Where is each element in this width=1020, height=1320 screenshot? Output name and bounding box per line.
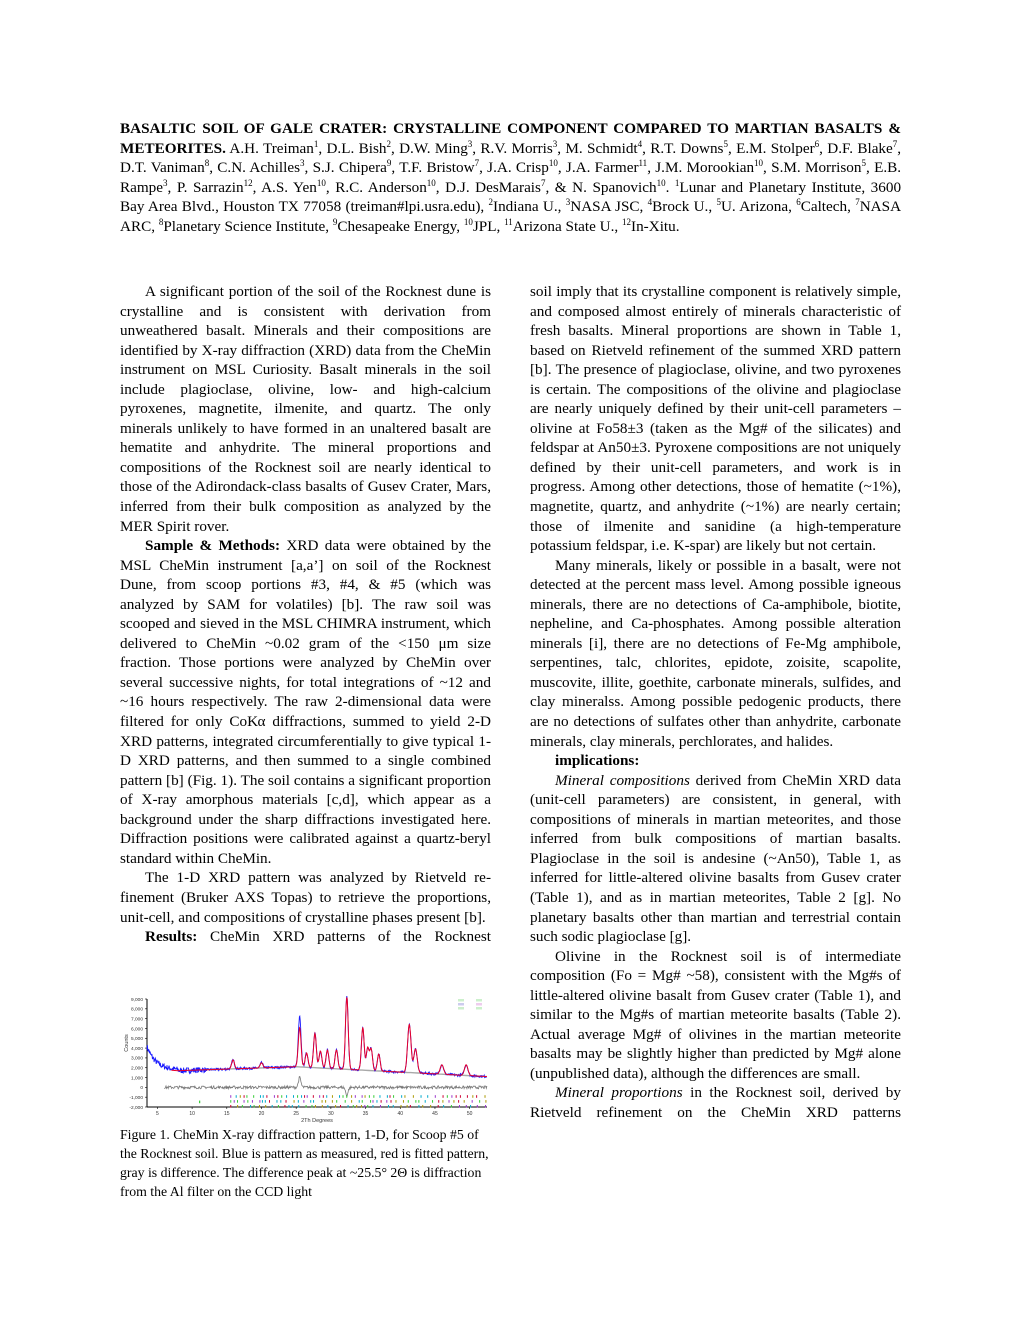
author: E.B. Rampe$^3$ xyxy=(120,159,902,196)
x-tick-label: 50 xyxy=(466,1111,473,1117)
x-tick-label: 10 xyxy=(189,1111,195,1117)
not-detected-paragraph: Many minerals, likely or possible in a basalt, were not detected at the percent mass level. Among possible igneous minerals, there are no detections of Ca-amphibole, biotite, nepheline, and Ca-phosphates. Among possible alteration minerals [i], there are no detections of Fe-Mg amphibole, serpentines, talc, chlorites, epidote, zoisite, scapolite, muscovite, illite, goethite, carbonate minerals, sulfides, and clay mineralss. Among possible pedogenic products, there are no detections of sulfates other than anhydrite, carbonate minerals, clay minerals, perchlorates, and halides. xyxy=(530,556,901,750)
x-tick-label: 5 xyxy=(156,1111,159,1117)
affiliation: $^{10}$JPL, xyxy=(463,216,501,235)
x-tick-label: 15 xyxy=(224,1111,230,1117)
author: D.W. Ming$^3$ xyxy=(399,138,473,157)
x-tick-label: 45 xyxy=(432,1111,438,1117)
methods-paragraph: Sample & Methods: XRD data were obtained by the MSL CheMin instrument [a,a’] on soil of the Rocknest Dune, from scoop portions #3, #4, & #5 (which was analyzed by SAM for volatiles) [b]. The raw soil was scooped and sieved in the MSL CHIMRA instrument, which delivered to CheMin ~0.02 gram of the <150 μm size fraction. Those portions were analyzed by CheMin over several successive nights, for total integrations of ~12 and ~16 hours respectively. The raw 2-dimensional data were filtered for only CoΚα diffractions, summed to yield 2-D XRD patterns, integrated circumferentially to give typical 1-D XRD patterns, and then summed to a single combined pattern [b] (Fig. 1). The soil contains a significant proportion of X-ray amorphous materials [c,d], which appear as a background under the sharp diffractions investigated here. Diffraction positions were calibrated against a quartz-beryl standard within CheMin. xyxy=(120,537,491,867)
x-tick-label: 35 xyxy=(362,1111,369,1117)
affiliation: $^3$NASA JSC, xyxy=(565,197,644,216)
affiliation: $^8$Planetary Science Institute, xyxy=(158,216,330,235)
mineral-compositions-paragraph: Mineral compositions derived from CheMin XRD data (unit-cell parameters) are consistent, in general, with compositions of minerals in martian meteorites, and those inferred from bulk compositions of martian basalts. Plagioclase in the soil is andesine (~An50), Table 1, as inferred for little-altered olivine basalts from Gusev crater (Table 1), and as in martian meteorites, Table 2 [g]. No planetary basalts other than martian and terrestrial contain such sodic plagioclase [g]. xyxy=(530,771,901,946)
y-axis-label: Counts xyxy=(124,1034,130,1052)
intro-paragraph: A significant portion of the soil of the Rocknest dune is crystalline and is consistent with derivation from unweathered basalt. Minerals and their compositions are identified by X-ray diffraction (XRD) data from the CheMin instrument on MSL Curiosity. Basalt minerals in the soil include plagioclase, olivine, low- and high-calcium pyroxenes, magnetite, ilmenite, and quartz. The only minerals unlikely to have formed in an unaltered basalt are hematite and anhydrite. The mineral proportions and compositions of the Rocknest soil are nearly identical to those of the Adirondack-class basalts of Gusev Crater, Mars, inferred from their bulk composition as analyzed by the MER Spirit rover. xyxy=(120,283,491,535)
affiliation: $^4$Brock U., xyxy=(647,197,713,216)
author: J.M. Morookian$^{10}$ xyxy=(655,158,764,177)
author: D.J. DesMarais$^7$ xyxy=(445,177,546,196)
affiliation: $^6$Caltech, xyxy=(796,197,851,216)
y-tick-label: 9,000 xyxy=(130,997,143,1003)
x-axis-label: 2Th Degrees xyxy=(301,1118,333,1123)
y-tick-label: 0 xyxy=(140,1086,143,1092)
author: T.F. Bristow$^7$ xyxy=(399,158,480,177)
y-tick-label: 6,000 xyxy=(130,1027,143,1033)
phase-tick-marks xyxy=(199,1095,486,1107)
affiliation: $^5$U. Arizona, xyxy=(716,197,792,216)
affiliation: $^{11}$Arizona State U., xyxy=(504,216,619,235)
y-tick-label: -2,000 xyxy=(129,1105,143,1111)
author: E.M. Stolper$^6$ xyxy=(736,138,820,157)
affiliation: $^9$Chesapeake Energy, xyxy=(332,216,461,235)
author: J.A. Crisp$^{10}$ xyxy=(487,158,558,177)
results-paragraph: Results: CheMin XRD patterns of the Rocknest xyxy=(145,928,491,946)
left-column xyxy=(120,282,491,947)
author: A.H. Treiman$^1$ xyxy=(229,138,319,157)
author: C.N. Achilles$^3$ xyxy=(217,158,305,177)
results-heading: Results: xyxy=(145,928,198,946)
author: D.F. Blake$^7$ xyxy=(827,138,898,157)
right-column xyxy=(530,282,901,1123)
affiliation: $^1$Lunar and Planetary Institute, 3600 Bay Area Blvd., Houston TX 77058 (treiman#lpi.usra.edu), xyxy=(120,177,902,216)
paper-title: BASALTIC SOIL OF GALE CRATER: CRYSTALLINE COMPONENT COMPARED TO MARTIAN BASALTS & METEORITES. xyxy=(120,120,901,157)
author: R.V. Morris$^3$ xyxy=(480,138,558,157)
measured-pattern-line xyxy=(147,996,487,1077)
author-list: A.H. Treiman$^1$, D.L. Bish$^2$, D.W. Ming$^3$, R.V. Morris$^3$, M. Schmidt$^4$, R.T. Downs$^5$, E.M. Stolper$^6$, D.F. Blake$^7$, D.T. Vaniman$^8$, C.N. Achilles$^3$, S.J. Chipera$^9$, T.F. Bristow$^7$, J.A. Crisp$^{10}$, J.A. Farmer$^{11}$, J.M. Morookian$^{10}$, S.M. Morrison$^5$, E.B. Rampe$^3$, P. Sarrazin$^{12}$, A.S. Yen$^{10}$, R.C. Anderson$^{10}$, D.J. DesMarais$^7$, & N. Spanovich$^{10}$. xyxy=(120,138,902,196)
paper-header xyxy=(120,119,901,237)
x-tick-label: 25 xyxy=(293,1111,299,1117)
author: A.S. Yen$^{10}$ xyxy=(261,177,326,196)
author: R.C. Anderson$^{10}$ xyxy=(335,177,436,196)
xrd-pattern-plot xyxy=(118,993,492,1123)
y-tick-label: 4,000 xyxy=(130,1046,143,1052)
author: P. Sarrazin$^{12}$ xyxy=(176,177,253,196)
author: S.J. Chipera$^9$ xyxy=(312,158,392,177)
x-tick-label: 40 xyxy=(397,1111,404,1117)
chart-legend xyxy=(458,999,482,1010)
y-tick-label: 8,000 xyxy=(130,1007,143,1013)
affiliation: $^2$Indiana U., xyxy=(488,197,562,216)
implications-heading-line xyxy=(530,751,901,771)
author: J.A. Farmer$^{11}$ xyxy=(565,158,648,177)
author: N. Spanovich$^{10}$ xyxy=(572,177,666,196)
y-tick-label: 1,000 xyxy=(130,1076,143,1082)
olivine-paragraph: Olivine in the Rocknest soil is of intermediate composition (Fo = Mg# ~58), consistent with the Mg#s of little-altered olivine basalt from Gusev crater (Table 1), and similar to the Mg#s of martian meteorite basalts (Table 2). Actual average Mg# of olivines in the martian meteorite basalts may be slightly higher than predicted by Mg# alone (unpublished data), although the differences are small. xyxy=(530,947,901,1082)
results-continued: soil imply that its crystalline component is relatively simple, and composed almost entirely of minerals characteristic of fresh basalts. Mineral proportions are shown in Table 1, based on Rietveld refinement of the summed XRD pattern [b]. The presence of plagioclase, olivine, and two pyroxenes is certain. The compositions of the olivine and plagioclase are nearly uniquely defined by their unit-cell parameters – olivine at Fo58±3 (taken as the Mg# of the silicates) and feldspar at An50±3. Pyroxene compositions are not uniquely defined by their unit-cell parameters, and work is in progress. Among other detections, those of hematite (~1%), magnetite, quartz, and anhydrite (~1%) are nearly certain; those of ilmenite and sanidine (a high-temperature potassium feldspar, i.e. K-spar) are likely but not certain. xyxy=(530,283,901,555)
y-tick-label: 7,000 xyxy=(130,1017,143,1023)
y-tick-label: -1,000 xyxy=(129,1095,143,1101)
mineral-proportions-paragraph: Mineral proportions in the Rocknest soil, derived by Rietveld refinement on the CheMin XRD patterns xyxy=(530,1084,901,1121)
fitted-pattern-line xyxy=(171,997,487,1076)
y-tick-label: 2,000 xyxy=(130,1066,143,1072)
affiliation: $^{12}$In-Xitu. xyxy=(622,216,680,235)
x-tick-label: 30 xyxy=(328,1111,334,1117)
implications-heading: implications: xyxy=(555,752,640,770)
y-tick-label: 5,000 xyxy=(130,1037,143,1043)
difference-line xyxy=(164,1076,487,1096)
author: S.M. Morrison$^5$ xyxy=(771,158,866,177)
author: D.L. Bish$^2$ xyxy=(326,138,391,157)
affiliation: $^7$NASA ARC, xyxy=(120,197,902,235)
figure-caption: Figure 1. CheMin X-ray diffraction pattern, 1-D, for Scoop #5 of the Rocknest soil. Blue is pattern as measured, red is fitted pattern, gray is difference. The difference peak at ~25.5° 2Θ is diffraction from the Al filter on the CCD light xyxy=(120,1127,489,1199)
y-tick-label: 3,000 xyxy=(130,1056,143,1062)
author: D.T. Vaniman$^8$ xyxy=(120,158,210,177)
x-tick-label: 20 xyxy=(258,1111,265,1117)
author: M. Schmidt$^4$ xyxy=(565,138,643,157)
author: R.T. Downs$^5$ xyxy=(650,138,728,157)
figure-1-xrd-chart xyxy=(118,993,492,1123)
rietveld-paragraph: The 1-D XRD pattern was analyzed by Rietveld refinement (Bruker AXS Topas) to retrieve the proportions, unit-cell, and compositions of crystalline phases present [b]. xyxy=(120,869,491,926)
methods-heading: Sample & Methods: xyxy=(145,537,281,555)
